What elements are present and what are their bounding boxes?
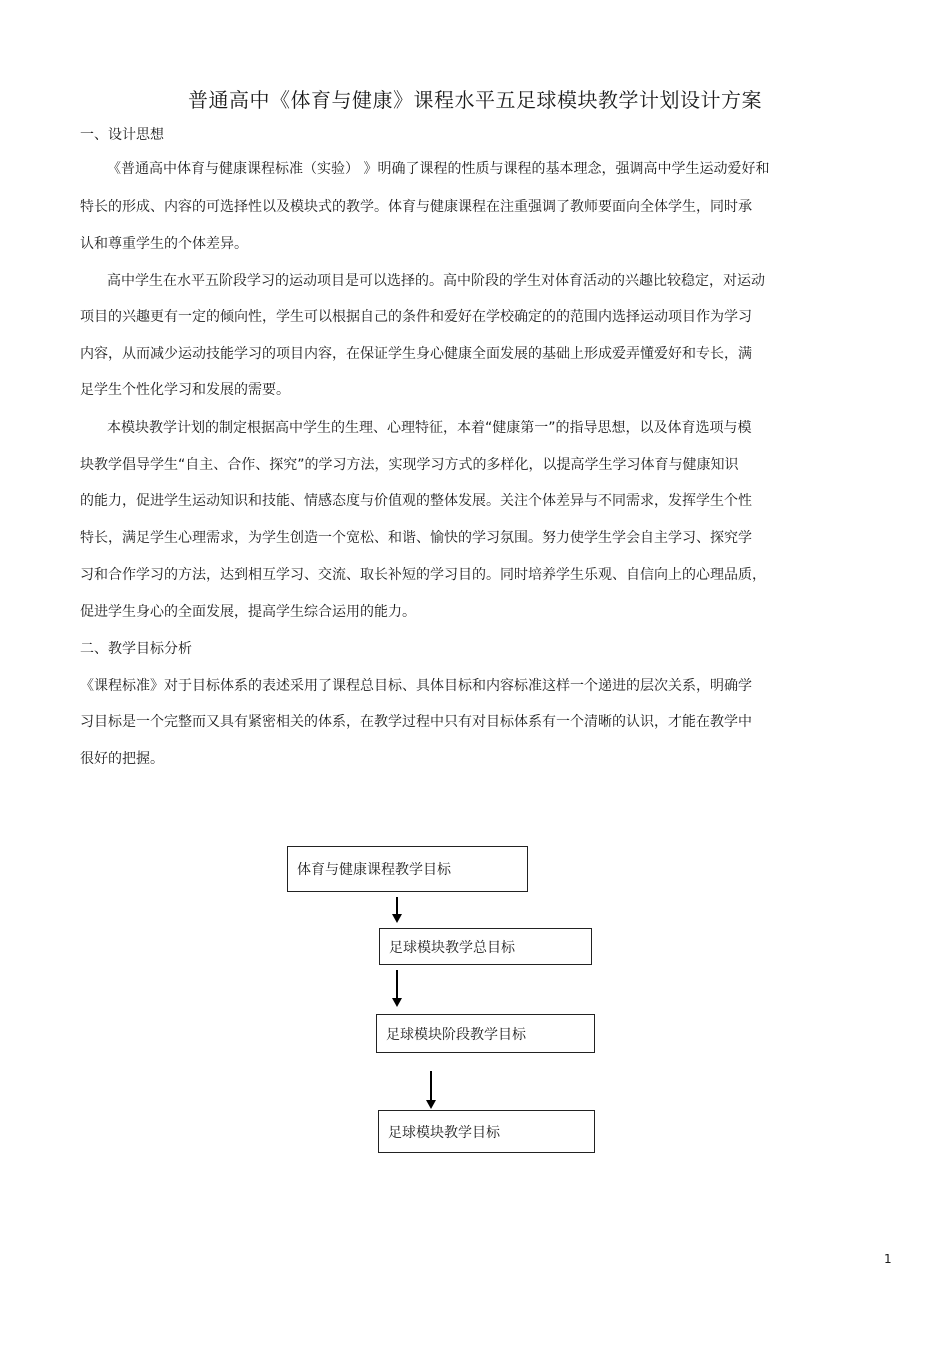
- flowchart-box-module-overall-goal: [379, 928, 592, 965]
- flowchart-arrow-down: [426, 1071, 436, 1109]
- flowchart-box-module-stage-goal: [376, 1014, 595, 1053]
- paragraph-line: 很好的把握。: [80, 751, 164, 767]
- flowchart-box-label: 体育与健康课程教学目标: [297, 862, 451, 878]
- paragraph-line: 内容，从而减少运动技能学习的项目内容，在保证学生身心健康全面发展的基础上形成爱弄懂爱好和专长，满: [80, 346, 752, 362]
- paragraph-line: 足学生个性化学习和发展的需要。: [80, 382, 290, 398]
- flowchart-box-label: 足球模块阶段教学目标: [386, 1026, 526, 1043]
- document-title: 普通高中《体育与健康》课程水平五足球模块教学计划设计方案: [188, 88, 762, 112]
- paragraph-line: 本模块教学计划的制定根据高中学生的生理、心理特征，本着“健康第一”的指导思想，以及体育选项与模: [107, 420, 752, 436]
- paragraph-line: 认和尊重学生的个体差异。: [80, 236, 248, 252]
- paragraph-line: 《普通高中体育与健康课程标准（实验） 》明确了课程的性质与课程的基本理念，强调高中学生运动爱好和: [107, 161, 770, 177]
- flowchart-box-module-teaching-goal: [378, 1110, 595, 1153]
- paragraph-line: 《课程标准》对于目标体系的表述采用了课程总目标、具体目标和内容标准这样一个递进的层次关系，明确学: [80, 678, 752, 694]
- section-heading-design-idea: 一、设计思想: [80, 127, 164, 143]
- flowchart-arrow-down: [392, 970, 402, 1007]
- flowchart-arrow-down: [392, 897, 402, 923]
- paragraph-line: 促进学生身心的全面发展，提高学生综合运用的能力。: [80, 604, 416, 620]
- section-heading-goal-analysis: 二、教学目标分析: [80, 641, 192, 657]
- paragraph-line: 高中学生在水平五阶段学习的运动项目是可以选择的。高中阶段的学生对体育活动的兴趣比较稳定，对运动: [107, 273, 765, 289]
- flowchart-box-label: 足球模块教学目标: [388, 1124, 500, 1141]
- paragraph-line: 项目的兴趣更有一定的倾向性，学生可以根据自己的条件和爱好在学校确定的的范围内选择运动项目作为学习: [80, 309, 752, 325]
- paragraph-line: 习目标是一个完整而又具有紧密相关的体系，在教学过程中只有对目标体系有一个清晰的认识，才能在教学中: [80, 714, 752, 730]
- paragraph-line: 特长，满足学生心理需求，为学生创造一个宽松、和谐、愉快的学习氛围。努力使学生学会自主学习、探究学: [80, 530, 752, 546]
- paragraph-line: 的能力，促进学生运动知识和技能、情感态度与价值观的整体发展。关注个体差异与不同需求，发挥学生个性: [80, 493, 752, 509]
- flowchart-box-label: 足球模块教学总目标: [389, 939, 515, 956]
- page-number: 1: [884, 1252, 892, 1266]
- paragraph-line: 习和合作学习的方法，达到相互学习、交流、取长补短的学习目的。同时培养学生乐观、自信向上的心理品质，: [80, 567, 766, 583]
- paragraph-line: 特长的形成、内容的可选择性以及模块式的教学。体育与健康课程在注重强调了教师要面向全体学生，同时承: [80, 199, 752, 215]
- paragraph-line: 块教学倡导学生“自主、合作、探究”的学习方法，实现学习方式的多样化，以提高学生学习体育与健康知识: [80, 457, 739, 473]
- flowchart-box-course-goal: [287, 846, 528, 892]
